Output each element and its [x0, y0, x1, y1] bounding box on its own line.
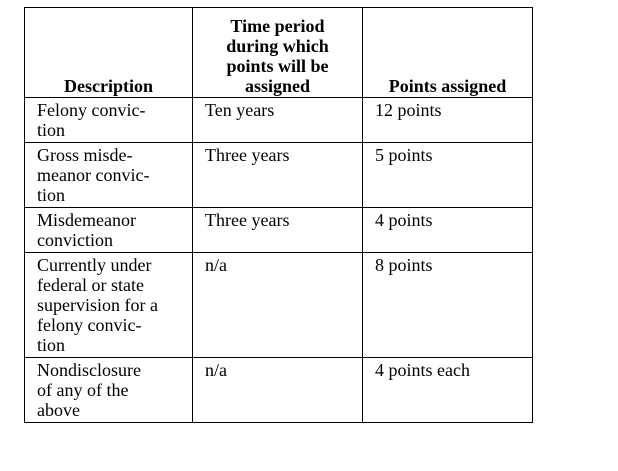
cell-description: Nondisclosure of any of the above	[25, 358, 193, 423]
table-header	[25, 8, 533, 98]
cell-time-period: Three years	[193, 143, 363, 208]
table-row	[25, 253, 533, 358]
cell-time-period: n/a	[193, 358, 363, 423]
table-row	[25, 358, 533, 423]
cell-points: 4 points	[363, 208, 533, 253]
cell-points: 8 points	[363, 253, 533, 358]
cell-points: 4 points each	[363, 358, 533, 423]
cell-time-period: Three years	[193, 208, 363, 253]
cell-time-period: n/a	[193, 253, 363, 358]
cell-time-period: Ten years	[193, 98, 363, 143]
cell-description: Currently under federal or state supervision for a felony convic- tion	[25, 253, 193, 358]
table-row	[25, 143, 533, 208]
table-row	[25, 98, 533, 143]
header-description: Description	[25, 8, 193, 98]
cell-description: Gross misde- meanor convic- tion	[25, 143, 193, 208]
header-row	[25, 8, 533, 98]
header-time-period: Time period during which points will be assigned	[193, 8, 363, 98]
cell-description: Misdemeanor conviction	[25, 208, 193, 253]
cell-description: Felony convic- tion	[25, 98, 193, 143]
points-table	[24, 7, 533, 423]
table-body	[25, 98, 533, 423]
cell-points: 5 points	[363, 143, 533, 208]
table-row	[25, 208, 533, 253]
header-points-assigned: Points assigned	[363, 8, 533, 98]
cell-points: 12 points	[363, 98, 533, 143]
